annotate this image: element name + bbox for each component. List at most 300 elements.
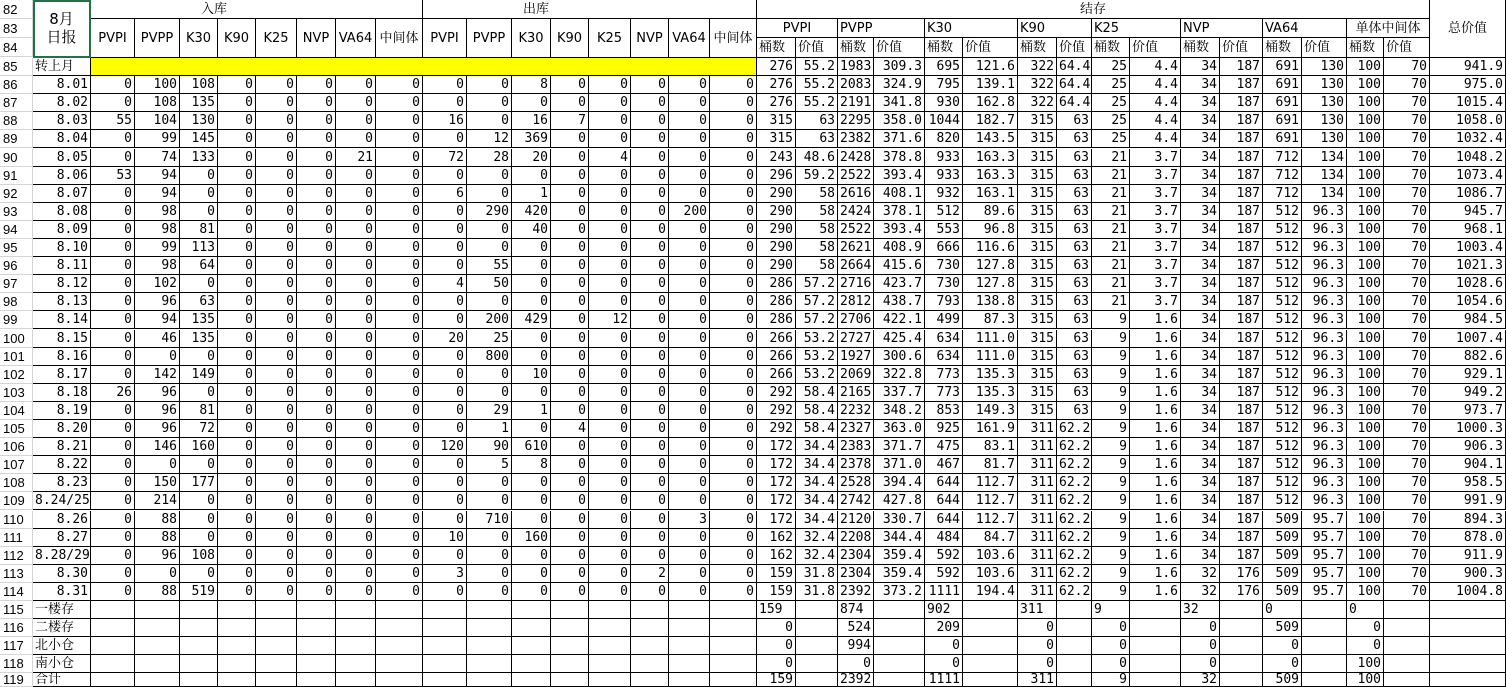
stock-value-cell[interactable]: 925 (925, 420, 963, 438)
stock-value-cell[interactable]: 187 (1220, 221, 1263, 239)
stock-value-cell[interactable]: 2424 (838, 203, 874, 221)
out-value-cell[interactable]: 0 (512, 293, 551, 311)
empty-cell[interactable] (91, 601, 135, 619)
date-cell[interactable]: 8.03 (33, 112, 91, 130)
stock-value-cell[interactable]: 70 (1384, 438, 1430, 456)
stock-value-cell[interactable]: 34.4 (796, 456, 838, 474)
stock-value-cell[interactable]: 795 (925, 76, 963, 94)
in-value-cell[interactable]: 0 (297, 167, 336, 185)
total-value-cell[interactable]: 1015.4 (1430, 94, 1506, 112)
in-value-cell[interactable]: 0 (218, 384, 256, 402)
stock-value-cell[interactable]: 371.6 (874, 130, 925, 148)
stock-value-cell[interactable]: 100 (1347, 529, 1384, 547)
empty-cell[interactable] (512, 655, 551, 673)
stock-value-cell[interactable]: 58 (796, 203, 838, 221)
out-value-cell[interactable]: 0 (589, 293, 631, 311)
stock-value-cell[interactable]: 1927 (838, 348, 874, 366)
in-value-cell[interactable]: 0 (256, 511, 297, 529)
in-value-cell[interactable]: 0 (256, 474, 297, 492)
stock-value-cell[interactable]: 34 (1181, 257, 1220, 275)
in-value-cell[interactable]: 81 (180, 221, 218, 239)
out-value-cell[interactable]: 0 (710, 511, 757, 529)
stock-value-cell[interactable]: 111.0 (963, 348, 1018, 366)
stock-value-cell[interactable]: 64.4 (1057, 58, 1092, 76)
out-value-cell[interactable]: 0 (423, 583, 467, 601)
stock-sub-header[interactable]: 价值 (1220, 38, 1263, 58)
stock-value-cell[interactable]: 34 (1181, 167, 1220, 185)
summary-stock-cell[interactable]: 159 (757, 673, 796, 687)
in-value-cell[interactable]: 0 (218, 112, 256, 130)
stock-value-cell[interactable]: 2165 (838, 384, 874, 402)
out-value-cell[interactable]: 0 (467, 565, 512, 583)
stock-sub-header[interactable]: 桶数 (1092, 38, 1130, 58)
stock-value-cell[interactable]: 2083 (838, 76, 874, 94)
in-value-cell[interactable]: 81 (180, 402, 218, 420)
stock-value-cell[interactable]: 53.2 (796, 366, 838, 384)
summary-stock-cell[interactable] (796, 637, 838, 655)
out-value-cell[interactable]: 1 (512, 402, 551, 420)
stock-value-cell[interactable]: 100 (1347, 384, 1384, 402)
in-value-cell[interactable]: 0 (336, 456, 376, 474)
in-value-cell[interactable]: 0 (297, 257, 336, 275)
stock-value-cell[interactable]: 159 (757, 565, 796, 583)
out-value-cell[interactable]: 8 (512, 456, 551, 474)
in-value-cell[interactable]: 26 (91, 384, 135, 402)
out-value-cell[interactable]: 0 (669, 529, 710, 547)
out-value-cell[interactable]: 0 (589, 275, 631, 293)
stock-value-cell[interactable]: 2069 (838, 366, 874, 384)
summary-stock-cell[interactable] (796, 619, 838, 637)
in-value-cell[interactable]: 96 (135, 547, 180, 565)
stock-value-cell[interactable]: 187 (1220, 438, 1263, 456)
stock-value-cell[interactable]: 32 (1181, 583, 1220, 601)
out-value-cell[interactable]: 0 (551, 311, 589, 329)
date-cell[interactable]: 8.01 (33, 76, 91, 94)
stock-value-cell[interactable]: 187 (1220, 511, 1263, 529)
in-value-cell[interactable]: 0 (218, 456, 256, 474)
out-value-cell[interactable]: 0 (423, 94, 467, 112)
stock-value-cell[interactable]: 3.7 (1130, 185, 1181, 203)
in-value-cell[interactable]: 0 (180, 348, 218, 366)
out-value-cell[interactable]: 0 (512, 474, 551, 492)
summary-stock-cell[interactable] (1057, 601, 1092, 619)
stock-value-cell[interactable]: 2616 (838, 185, 874, 203)
empty-cell[interactable] (669, 601, 710, 619)
stock-value-cell[interactable]: 21 (1092, 239, 1130, 257)
stock-value-cell[interactable]: 290 (757, 257, 796, 275)
out-value-cell[interactable]: 0 (467, 94, 512, 112)
out-value-cell[interactable]: 0 (551, 203, 589, 221)
in-value-cell[interactable]: 0 (218, 130, 256, 148)
summary-stock-cell[interactable]: 0 (1181, 655, 1220, 673)
in-value-cell[interactable]: 94 (135, 167, 180, 185)
out-value-cell[interactable]: 0 (669, 275, 710, 293)
in-value-cell[interactable]: 0 (297, 149, 336, 167)
stock-value-cell[interactable]: 34 (1181, 456, 1220, 474)
in-value-cell[interactable]: 0 (218, 311, 256, 329)
out-value-cell[interactable]: 0 (589, 221, 631, 239)
stock-value-cell[interactable]: 415.6 (874, 257, 925, 275)
in-value-cell[interactable]: 0 (336, 438, 376, 456)
out-col-header[interactable]: PVPI (423, 19, 467, 58)
empty-cell[interactable] (1430, 637, 1506, 655)
out-value-cell[interactable]: 29 (467, 402, 512, 420)
stock-value-cell[interactable]: 96.3 (1302, 330, 1347, 348)
in-value-cell[interactable]: 0 (376, 185, 423, 203)
in-value-cell[interactable]: 0 (91, 402, 135, 420)
summary-stock-cell[interactable] (1220, 619, 1263, 637)
stock-value-cell[interactable]: 9 (1092, 565, 1130, 583)
out-value-cell[interactable]: 0 (423, 76, 467, 94)
out-value-cell[interactable]: 0 (631, 583, 669, 601)
stock-value-cell[interactable]: 9 (1092, 366, 1130, 384)
stock-value-cell[interactable]: 1044 (925, 112, 963, 130)
in-value-cell[interactable]: 0 (91, 456, 135, 474)
stock-value-cell[interactable]: 34 (1181, 420, 1220, 438)
out-value-cell[interactable]: 0 (631, 76, 669, 94)
out-value-cell[interactable]: 0 (669, 456, 710, 474)
stock-sub-header[interactable]: 价值 (1130, 38, 1181, 58)
out-value-cell[interactable]: 25 (467, 330, 512, 348)
out-value-cell[interactable]: 0 (551, 76, 589, 94)
stock-value-cell[interactable]: 96.3 (1302, 257, 1347, 275)
out-value-cell[interactable]: 0 (669, 94, 710, 112)
stock-sub-header[interactable]: 桶数 (1263, 38, 1302, 58)
in-value-cell[interactable]: 0 (336, 311, 376, 329)
stock-value-cell[interactable]: 21 (1092, 293, 1130, 311)
in-value-cell[interactable]: 0 (376, 130, 423, 148)
stock-value-cell[interactable]: 95.7 (1302, 547, 1347, 565)
in-value-cell[interactable]: 0 (91, 583, 135, 601)
out-value-cell[interactable]: 55 (467, 257, 512, 275)
date-cell[interactable]: 8.20 (33, 420, 91, 438)
out-value-cell[interactable]: 0 (512, 94, 551, 112)
stock-value-cell[interactable]: 3.7 (1130, 257, 1181, 275)
in-value-cell[interactable]: 0 (256, 366, 297, 384)
stock-value-cell[interactable]: 34.4 (796, 474, 838, 492)
out-value-cell[interactable]: 0 (423, 257, 467, 275)
out-value-cell[interactable]: 0 (589, 330, 631, 348)
total-value-cell[interactable]: 973.7 (1430, 402, 1506, 420)
stock-value-cell[interactable]: 63 (1057, 185, 1092, 203)
stock-sub-header[interactable]: 价值 (796, 38, 838, 58)
empty-cell[interactable] (631, 637, 669, 655)
out-value-cell[interactable]: 0 (631, 149, 669, 167)
out-col-header[interactable]: 中间体 (710, 19, 757, 58)
stock-value-cell[interactable]: 139.1 (963, 76, 1018, 94)
stock-value-cell[interactable]: 70 (1384, 402, 1430, 420)
out-value-cell[interactable]: 0 (710, 402, 757, 420)
stock-value-cell[interactable]: 100 (1347, 58, 1384, 76)
out-value-cell[interactable]: 4 (423, 275, 467, 293)
stock-value-cell[interactable]: 62.2 (1057, 492, 1092, 510)
stock-value-cell[interactable]: 3.7 (1130, 149, 1181, 167)
stock-value-cell[interactable]: 96.3 (1302, 203, 1347, 221)
stock-value-cell[interactable]: 100 (1347, 257, 1384, 275)
stock-value-cell[interactable]: 512 (1263, 492, 1302, 510)
stock-value-cell[interactable]: 512 (1263, 384, 1302, 402)
in-value-cell[interactable]: 0 (91, 565, 135, 583)
month-report-header[interactable] (33, 0, 91, 58)
stock-value-cell[interactable]: 21 (1092, 149, 1130, 167)
total-value-cell[interactable]: 1021.3 (1430, 257, 1506, 275)
empty-cell[interactable] (180, 655, 218, 673)
in-value-cell[interactable]: 0 (180, 529, 218, 547)
empty-cell[interactable] (256, 673, 297, 687)
stock-value-cell[interactable]: 116.6 (963, 239, 1018, 257)
stock-value-cell[interactable]: 1.6 (1130, 511, 1181, 529)
in-value-cell[interactable]: 0 (218, 94, 256, 112)
stock-value-cell[interactable]: 62.2 (1057, 474, 1092, 492)
stock-value-cell[interactable]: 134 (1302, 185, 1347, 203)
stock-value-cell[interactable]: 58 (796, 185, 838, 203)
in-value-cell[interactable]: 0 (256, 221, 297, 239)
in-value-cell[interactable]: 0 (297, 492, 336, 510)
stock-value-cell[interactable]: 2812 (838, 293, 874, 311)
stock-value-cell[interactable]: 408.1 (874, 185, 925, 203)
summary-label-cell[interactable]: 南小仓 (33, 655, 91, 673)
stock-value-cell[interactable]: 509 (1263, 511, 1302, 529)
stock-value-cell[interactable]: 1.6 (1130, 456, 1181, 474)
summary-stock-cell[interactable]: 0 (1018, 655, 1057, 673)
in-value-cell[interactable]: 0 (376, 492, 423, 510)
summary-stock-cell[interactable] (1302, 637, 1347, 655)
stock-value-cell[interactable]: 187 (1220, 149, 1263, 167)
summary-stock-cell[interactable] (796, 601, 838, 619)
in-value-cell[interactable]: 0 (91, 311, 135, 329)
stock-value-cell[interactable]: 96.3 (1302, 438, 1347, 456)
in-value-cell[interactable]: 0 (336, 257, 376, 275)
in-value-cell[interactable]: 0 (297, 185, 336, 203)
stock-value-cell[interactable]: 176 (1220, 583, 1263, 601)
in-value-cell[interactable]: 0 (91, 529, 135, 547)
total-value-cell[interactable]: 991.9 (1430, 492, 1506, 510)
stock-value-cell[interactable]: 96.3 (1302, 492, 1347, 510)
stock-value-cell[interactable]: 34 (1181, 149, 1220, 167)
in-value-cell[interactable]: 0 (297, 474, 336, 492)
stock-value-cell[interactable]: 95.7 (1302, 583, 1347, 601)
total-value-cell[interactable]: 1073.4 (1430, 167, 1506, 185)
stock-value-cell[interactable]: 70 (1384, 348, 1430, 366)
in-value-cell[interactable]: 46 (135, 330, 180, 348)
stock-value-cell[interactable]: 135.3 (963, 366, 1018, 384)
summary-stock-cell[interactable] (1302, 655, 1347, 673)
in-value-cell[interactable]: 0 (135, 565, 180, 583)
empty-cell[interactable] (589, 637, 631, 655)
stock-value-cell[interactable]: 57.2 (796, 293, 838, 311)
stock-value-cell[interactable]: 143.5 (963, 130, 1018, 148)
in-value-cell[interactable]: 0 (256, 438, 297, 456)
total-value-cell[interactable]: 1004.8 (1430, 583, 1506, 601)
stock-value-cell[interactable]: 130 (1302, 130, 1347, 148)
stock-value-cell[interactable]: 96.3 (1302, 293, 1347, 311)
stock-value-cell[interactable]: 70 (1384, 221, 1430, 239)
stock-value-cell[interactable]: 34 (1181, 311, 1220, 329)
out-value-cell[interactable]: 10 (423, 529, 467, 547)
in-group-header[interactable]: 入库 (91, 0, 423, 19)
in-value-cell[interactable]: 135 (180, 330, 218, 348)
stock-value-cell[interactable]: 21 (1092, 275, 1130, 293)
stock-value-cell[interactable]: 512 (1263, 203, 1302, 221)
stock-value-cell[interactable]: 62.2 (1057, 511, 1092, 529)
out-value-cell[interactable]: 0 (512, 348, 551, 366)
in-value-cell[interactable]: 0 (218, 547, 256, 565)
out-value-cell[interactable]: 20 (512, 149, 551, 167)
stock-value-cell[interactable]: 243 (757, 149, 796, 167)
stock-value-cell[interactable]: 96.3 (1302, 221, 1347, 239)
in-value-cell[interactable]: 99 (135, 239, 180, 257)
stock-value-cell[interactable]: 644 (925, 474, 963, 492)
in-value-cell[interactable]: 0 (218, 275, 256, 293)
stock-value-cell[interactable]: 266 (757, 366, 796, 384)
summary-label-cell[interactable]: 北小仓 (33, 637, 91, 655)
out-value-cell[interactable]: 0 (710, 583, 757, 601)
in-value-cell[interactable]: 0 (376, 275, 423, 293)
in-col-header[interactable]: 中间体 (376, 19, 423, 58)
out-value-cell[interactable]: 0 (423, 384, 467, 402)
in-value-cell[interactable]: 0 (180, 511, 218, 529)
in-value-cell[interactable]: 0 (376, 438, 423, 456)
stock-value-cell[interactable]: 31.8 (796, 583, 838, 601)
stock-value-cell[interactable]: 172 (757, 456, 796, 474)
stock-value-cell[interactable]: 315 (1018, 293, 1057, 311)
out-value-cell[interactable]: 0 (631, 456, 669, 474)
summary-stock-cell[interactable] (963, 655, 1018, 673)
stock-value-cell[interactable]: 276 (757, 94, 796, 112)
total-value-cell[interactable]: 1054.6 (1430, 293, 1506, 311)
out-value-cell[interactable]: 0 (423, 239, 467, 257)
stock-value-cell[interactable]: 58 (796, 257, 838, 275)
in-value-cell[interactable]: 0 (297, 221, 336, 239)
out-value-cell[interactable]: 0 (551, 239, 589, 257)
stock-value-cell[interactable]: 62.2 (1057, 547, 1092, 565)
stock-value-cell[interactable]: 311 (1018, 456, 1057, 474)
out-value-cell[interactable]: 0 (631, 130, 669, 148)
in-value-cell[interactable]: 0 (218, 583, 256, 601)
stock-value-cell[interactable]: 2383 (838, 438, 874, 456)
in-value-cell[interactable]: 0 (336, 203, 376, 221)
out-value-cell[interactable]: 0 (710, 203, 757, 221)
out-value-cell[interactable]: 0 (589, 456, 631, 474)
out-value-cell[interactable]: 0 (551, 257, 589, 275)
out-value-cell[interactable]: 0 (512, 275, 551, 293)
stock-value-cell[interactable]: 820 (925, 130, 963, 148)
stock-value-cell[interactable]: 63 (1057, 384, 1092, 402)
out-value-cell[interactable]: 0 (710, 492, 757, 510)
empty-cell[interactable] (1430, 601, 1506, 619)
stock-value-cell[interactable]: 1.6 (1130, 402, 1181, 420)
stock-value-cell[interactable]: 163.3 (963, 149, 1018, 167)
stock-value-cell[interactable]: 70 (1384, 112, 1430, 130)
in-value-cell[interactable]: 98 (135, 257, 180, 275)
out-value-cell[interactable]: 0 (669, 185, 710, 203)
in-value-cell[interactable]: 0 (256, 492, 297, 510)
in-value-cell[interactable]: 0 (91, 94, 135, 112)
stock-value-cell[interactable]: 25 (1092, 58, 1130, 76)
in-value-cell[interactable]: 0 (218, 221, 256, 239)
empty-cell[interactable] (669, 637, 710, 655)
stock-value-cell[interactable]: 9 (1092, 420, 1130, 438)
stock-value-cell[interactable]: 2327 (838, 420, 874, 438)
stock-value-cell[interactable]: 70 (1384, 330, 1430, 348)
empty-cell[interactable] (589, 619, 631, 637)
out-value-cell[interactable]: 0 (631, 167, 669, 185)
out-value-cell[interactable]: 0 (423, 130, 467, 148)
out-value-cell[interactable]: 0 (551, 293, 589, 311)
stock-sub-header[interactable]: 价值 (1384, 38, 1430, 58)
stock-value-cell[interactable]: 276 (757, 76, 796, 94)
empty-cell[interactable] (467, 673, 512, 687)
date-cell[interactable]: 8.24/25 (33, 492, 91, 510)
summary-label-cell[interactable]: 合计 (33, 673, 91, 687)
stock-group-name[interactable]: K90 (1018, 19, 1092, 38)
out-value-cell[interactable]: 0 (710, 474, 757, 492)
empty-cell[interactable] (467, 619, 512, 637)
in-value-cell[interactable]: 0 (256, 130, 297, 148)
stock-value-cell[interactable]: 70 (1384, 420, 1430, 438)
stock-value-cell[interactable]: 4.4 (1130, 112, 1181, 130)
stock-value-cell[interactable]: 172 (757, 511, 796, 529)
empty-cell[interactable] (669, 673, 710, 687)
summary-stock-cell[interactable]: 0 (1263, 655, 1302, 673)
stock-value-cell[interactable]: 359.4 (874, 565, 925, 583)
stock-value-cell[interactable]: 2716 (838, 275, 874, 293)
in-value-cell[interactable]: 113 (180, 239, 218, 257)
in-value-cell[interactable]: 0 (218, 348, 256, 366)
date-cell[interactable]: 8.07 (33, 185, 91, 203)
in-value-cell[interactable]: 0 (297, 547, 336, 565)
summary-stock-cell[interactable] (1130, 601, 1181, 619)
stock-value-cell[interactable]: 187 (1220, 185, 1263, 203)
stock-value-cell[interactable]: 58 (796, 239, 838, 257)
stock-value-cell[interactable]: 2664 (838, 257, 874, 275)
out-value-cell[interactable]: 0 (710, 167, 757, 185)
summary-stock-cell[interactable]: 159 (757, 601, 796, 619)
in-value-cell[interactable]: 0 (256, 239, 297, 257)
stock-value-cell[interactable]: 70 (1384, 257, 1430, 275)
out-value-cell[interactable]: 1 (512, 185, 551, 203)
stock-value-cell[interactable]: 276 (757, 58, 796, 76)
in-value-cell[interactable]: 0 (256, 149, 297, 167)
stock-value-cell[interactable]: 425.4 (874, 330, 925, 348)
out-value-cell[interactable]: 0 (669, 348, 710, 366)
out-value-cell[interactable]: 0 (423, 511, 467, 529)
in-value-cell[interactable]: 135 (180, 311, 218, 329)
stock-value-cell[interactable]: 371.0 (874, 456, 925, 474)
stock-group-name[interactable]: K30 (925, 19, 1018, 38)
empty-cell[interactable] (710, 673, 757, 687)
stock-value-cell[interactable]: 34 (1181, 221, 1220, 239)
stock-value-cell[interactable]: 1.6 (1130, 583, 1181, 601)
summary-stock-cell[interactable] (874, 637, 925, 655)
in-value-cell[interactable]: 0 (180, 456, 218, 474)
stock-value-cell[interactable]: 290 (757, 221, 796, 239)
in-value-cell[interactable]: 0 (297, 311, 336, 329)
in-value-cell[interactable]: 0 (336, 474, 376, 492)
out-value-cell[interactable]: 0 (710, 76, 757, 94)
out-value-cell[interactable]: 0 (669, 583, 710, 601)
stock-value-cell[interactable]: 84.7 (963, 529, 1018, 547)
stock-value-cell[interactable]: 1111 (925, 583, 963, 601)
in-col-header[interactable]: NVP (297, 19, 336, 58)
stock-value-cell[interactable]: 2378 (838, 456, 874, 474)
empty-cell[interactable] (336, 673, 376, 687)
stock-value-cell[interactable]: 70 (1384, 384, 1430, 402)
out-value-cell[interactable]: 0 (669, 167, 710, 185)
stock-value-cell[interactable]: 63 (1057, 112, 1092, 130)
out-value-cell[interactable]: 0 (551, 402, 589, 420)
stock-value-cell[interactable]: 134 (1302, 149, 1347, 167)
